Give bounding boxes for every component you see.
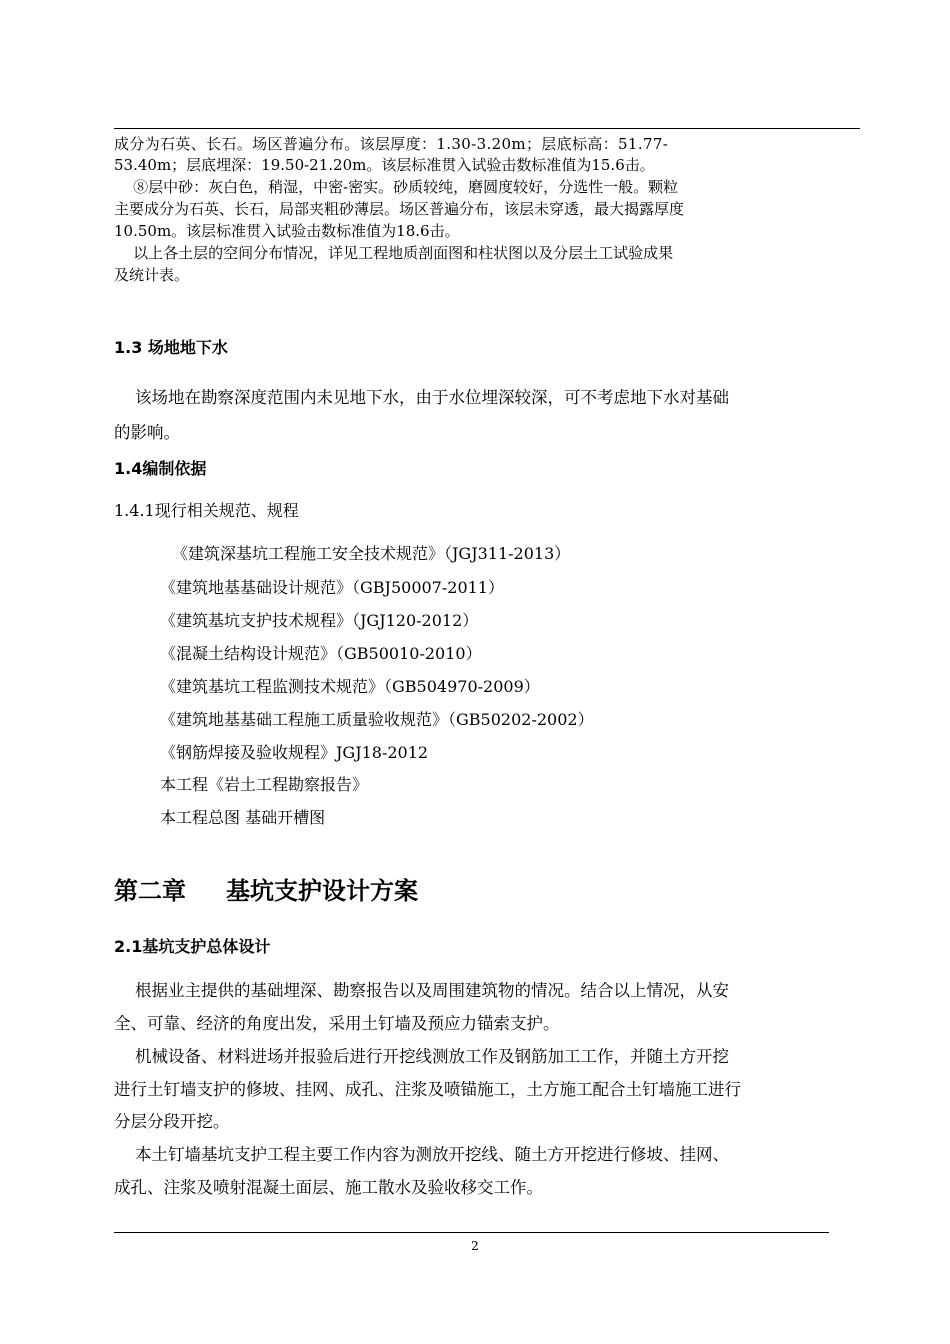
text-line: ⑧层中砂：灰白色，稍湿，中密-密实。砂质较纯，磨圆度较好，分选性一般。颗粒 — [114, 178, 679, 196]
text-line: 的影响。 — [114, 423, 180, 442]
reference-item: 《建筑地基基础工程施工质量验收规范》（GB50202-2002） — [160, 710, 594, 729]
section-heading: 1.3 场地地下水 — [114, 338, 228, 357]
text-line: 该场地在勘察深度范围内未见地下水，由于水位埋深较深，可不考虑地下水对基础 — [114, 388, 729, 407]
text-line: 10.50m。该层标准贯入试验击数标准值为18.6击。 — [114, 222, 460, 240]
chapter-name: 基坑支护设计方案 — [226, 877, 418, 905]
section-heading: 1.4编制依据 — [114, 459, 207, 478]
subsection-heading: 1.4.1现行相关规范、规程 — [114, 501, 299, 520]
reference-item: 《建筑地基基础设计规范》（GBJ50007-2011） — [160, 578, 504, 597]
chapter-label: 第二章 — [114, 877, 186, 905]
reference-item: 本工程《岩土工程勘察报告》 — [160, 775, 369, 794]
footer-rule — [114, 1232, 829, 1233]
header-rule — [114, 128, 860, 129]
chapter-title — [114, 876, 418, 906]
page-number: 2 — [471, 1239, 479, 1253]
text-line: 本土钉墙基坑支护工程主要工作内容为测放开挖线、随土方开挖进行修坡、挂网、 — [114, 1145, 729, 1164]
reference-item: 《建筑深基坑工程施工安全技术规范》（JGJ311-2013） — [172, 544, 571, 563]
text-line: 根据业主提供的基础埋深、勘察报告以及周围建筑物的情况。结合以上情况，从安 — [114, 981, 729, 1000]
reference-item: 《钢筋焊接及验收规程》JGJ18-2012 — [160, 743, 429, 762]
text-line: 全、可靠、经济的角度出发，采用土钉墙及预应力锚索支护。 — [114, 1014, 560, 1033]
text-line: 主要成分为石英、长石，局部夹粗砂薄层。场区普遍分布，该层未穿透，最大揭露厚度 — [114, 200, 685, 218]
reference-item: 《建筑基坑工程监测技术规范》（GB504970-2009） — [160, 677, 540, 696]
text-line: 53.40m；层底埋深：19.50-21.20m。该层标准贯入试验击数标准值为15.6击。 — [114, 156, 655, 174]
text-line: 成孔、注浆及喷射混凝土面层、施工散水及验收移交工作。 — [114, 1178, 543, 1197]
text-line: 及统计表。 — [114, 266, 190, 284]
text-line: 成分为石英、长石。场区普遍分布。该层厚度：1.30-3.20m；层底标高：51.77- — [114, 135, 669, 153]
section-heading: 2.1基坑支护总体设计 — [114, 937, 271, 956]
reference-item: 《混凝土结构设计规范》（GB50010-2010） — [160, 644, 482, 663]
reference-item: 《建筑基坑支护技术规程》（JGJ120-2012） — [160, 611, 479, 630]
text-line: 机械设备、材料进场并报验后进行开挖线测放工作及钢筋加工工作，并随土方开挖 — [114, 1047, 729, 1066]
reference-item: 本工程总图 基础开槽图 — [160, 808, 326, 827]
text-line: 以上各土层的空间分布情况，详见工程地质剖面图和柱状图以及分层土工试验成果 — [114, 244, 674, 262]
text-line: 进行土钉墙支护的修坡、挂网、成孔、注浆及喷锚施工，土方施工配合土钉墙施工进行 — [114, 1080, 741, 1099]
text-line: 分层分段开挖。 — [114, 1112, 230, 1131]
